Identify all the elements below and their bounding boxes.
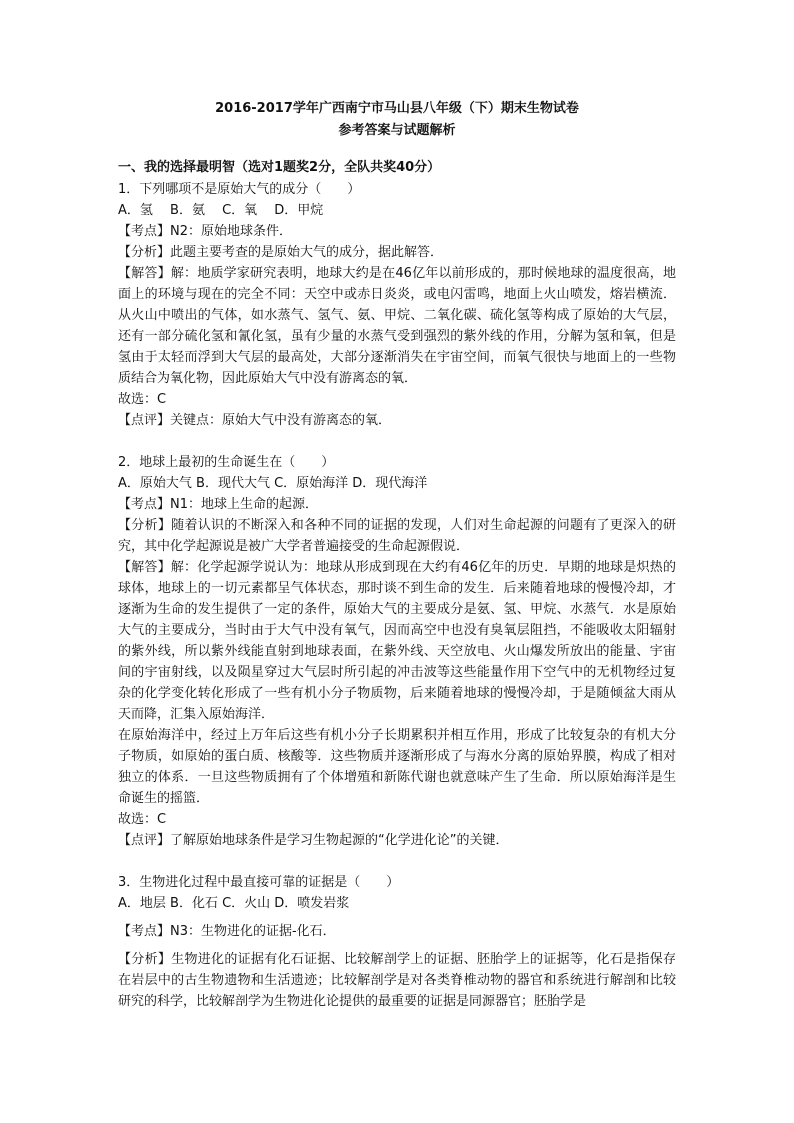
- question-2-solution-continued: 在原始海洋中，经过上万年后这些有机小分子长期累积并相互作用，形成了比较复杂的有机大分子物质，如原始的蛋白质、核酸等．这些物质并逐渐形成了与海水分离的原始界膜，构成了相对独立的体系．一旦这些物质拥有了个体增殖和新陈代谢也就意味产生了生命．所以原始海洋是生命诞生的摇篮．: [118, 728, 676, 806]
- question-1-answer: 故选：C: [118, 392, 167, 407]
- question-3-kaodian: 【考点】N3：生物进化的证据-化石．: [118, 924, 336, 939]
- document-subtitle: 参考答案与试题解析: [338, 123, 456, 138]
- question-2-kaodian: 【考点】N1：地球上生命的起源．: [118, 497, 318, 512]
- question-1-comment: 【点评】关键点：原始大气中没有游离态的氧．: [118, 413, 392, 428]
- document-page: [118, 98, 676, 1012]
- question-3-analysis: 【分析】生物进化的证据有化石证据、比较解剖学上的证据、胚胎学上的证据等，化石是指保存在岩层中的古生物遗物和生活遗迹；比较解剖学是对各类脊椎动物的器官和系统进行解剖和比较研究的科学，比较解剖学为生物进化论提供的最重要的证据是同源器官；胚胎学是: [118, 952, 676, 1009]
- question-1-kaodian: 【考点】N2：原始地球条件．: [118, 224, 292, 239]
- question-2-options: A．原始大气 B．现代大气 C．原始海洋 D．现代海洋: [118, 476, 428, 491]
- question-2-solution: 【解答】解：化学起源学说认为：地球从形成到现在大约有46亿年的历史．早期的地球是炽热的球体，地球上的一切元素都呈气体状态，那时谈不到生命的发生．后来随着地球的慢慢冷却，才逐渐为生命的发生提供了一定的条件，原始大气的主要成分是氨、氢、甲烷、水蒸气．水是原始大气的主要成分，当时由于大气中没有氧气，因而高空中也没有臭氧层阻挡，不能吸收太阳辐射的紫外线，所以紫外线能直射到地球表面，在紫外线、天空放电、火山爆发所放出的能量、宇宙间的宇宙射线，以及陨星穿过大气层时所引起的冲击波等这些能量作用下空气中的无机物经过复杂的化学变化转化形成了一些有机小分子物质物，后来随着地球的慢慢冷却，于是随倾盆大雨从天而降，汇集入原始海洋．: [118, 560, 676, 722]
- question-2-answer: 故选：C: [118, 812, 167, 827]
- question-1-stem: 1．下列哪项不是原始大气的成分（ ）: [118, 182, 361, 197]
- question-2-stem: 2．地球上最初的生命诞生在（ ）: [118, 455, 335, 470]
- section-heading: 一、我的选择最明智（选对1题奖2分，全队共奖40分）: [118, 160, 441, 175]
- question-3-options: A．地层 B．化石 C．火山 D．喷发岩浆: [118, 896, 350, 911]
- question-1-options: A．氢 B．氨 C．氧 D．甲烷: [118, 203, 324, 218]
- question-1-analysis: 【分析】此题主要考查的是原始大气的成分，据此解答．: [118, 245, 444, 260]
- question-2-comment: 【点评】了解原始地球条件是学习生物起源的“化学进化论”的关键．: [118, 833, 509, 848]
- question-1-solution: 【解答】解：地质学家研究表明，地球大约是在46亿年以前形成的，那时候地球的温度很高，地面上的环境与现在的完全不同：天空中或赤日炎炎，或电闪雷鸣，地面上火山喷发，熔岩横流．从火山中喷出的气体，如水蒸气、氢气、氨、甲烷、二氧化碳、硫化氢等构成了原始的大气层，还有一部分硫化氢和氰化氢，虽有少量的水蒸气受到强烈的紫外线的作用，分解为氢和氧，但是氢由于太轻而浮到大气层的最高处，大部分逐渐消失在宇宙空间，而氧气很快与地面上的一些物质结合为氧化物，因此原始大气中没有游离态的氧．: [118, 266, 676, 386]
- question-2-analysis: 【分析】随着认识的不断深入和各种不同的证据的发现，人们对生命起源的问题有了更深入的研究，其中化学起源说是被广大学者普遍接受的生命起源假说．: [118, 518, 676, 554]
- question-3-stem: 3．生物进化过程中最直接可靠的证据是（ ）: [118, 875, 400, 890]
- document-title: 2016-2017学年广西南宁市马山县八年级（下）期末生物试卷: [215, 101, 579, 116]
